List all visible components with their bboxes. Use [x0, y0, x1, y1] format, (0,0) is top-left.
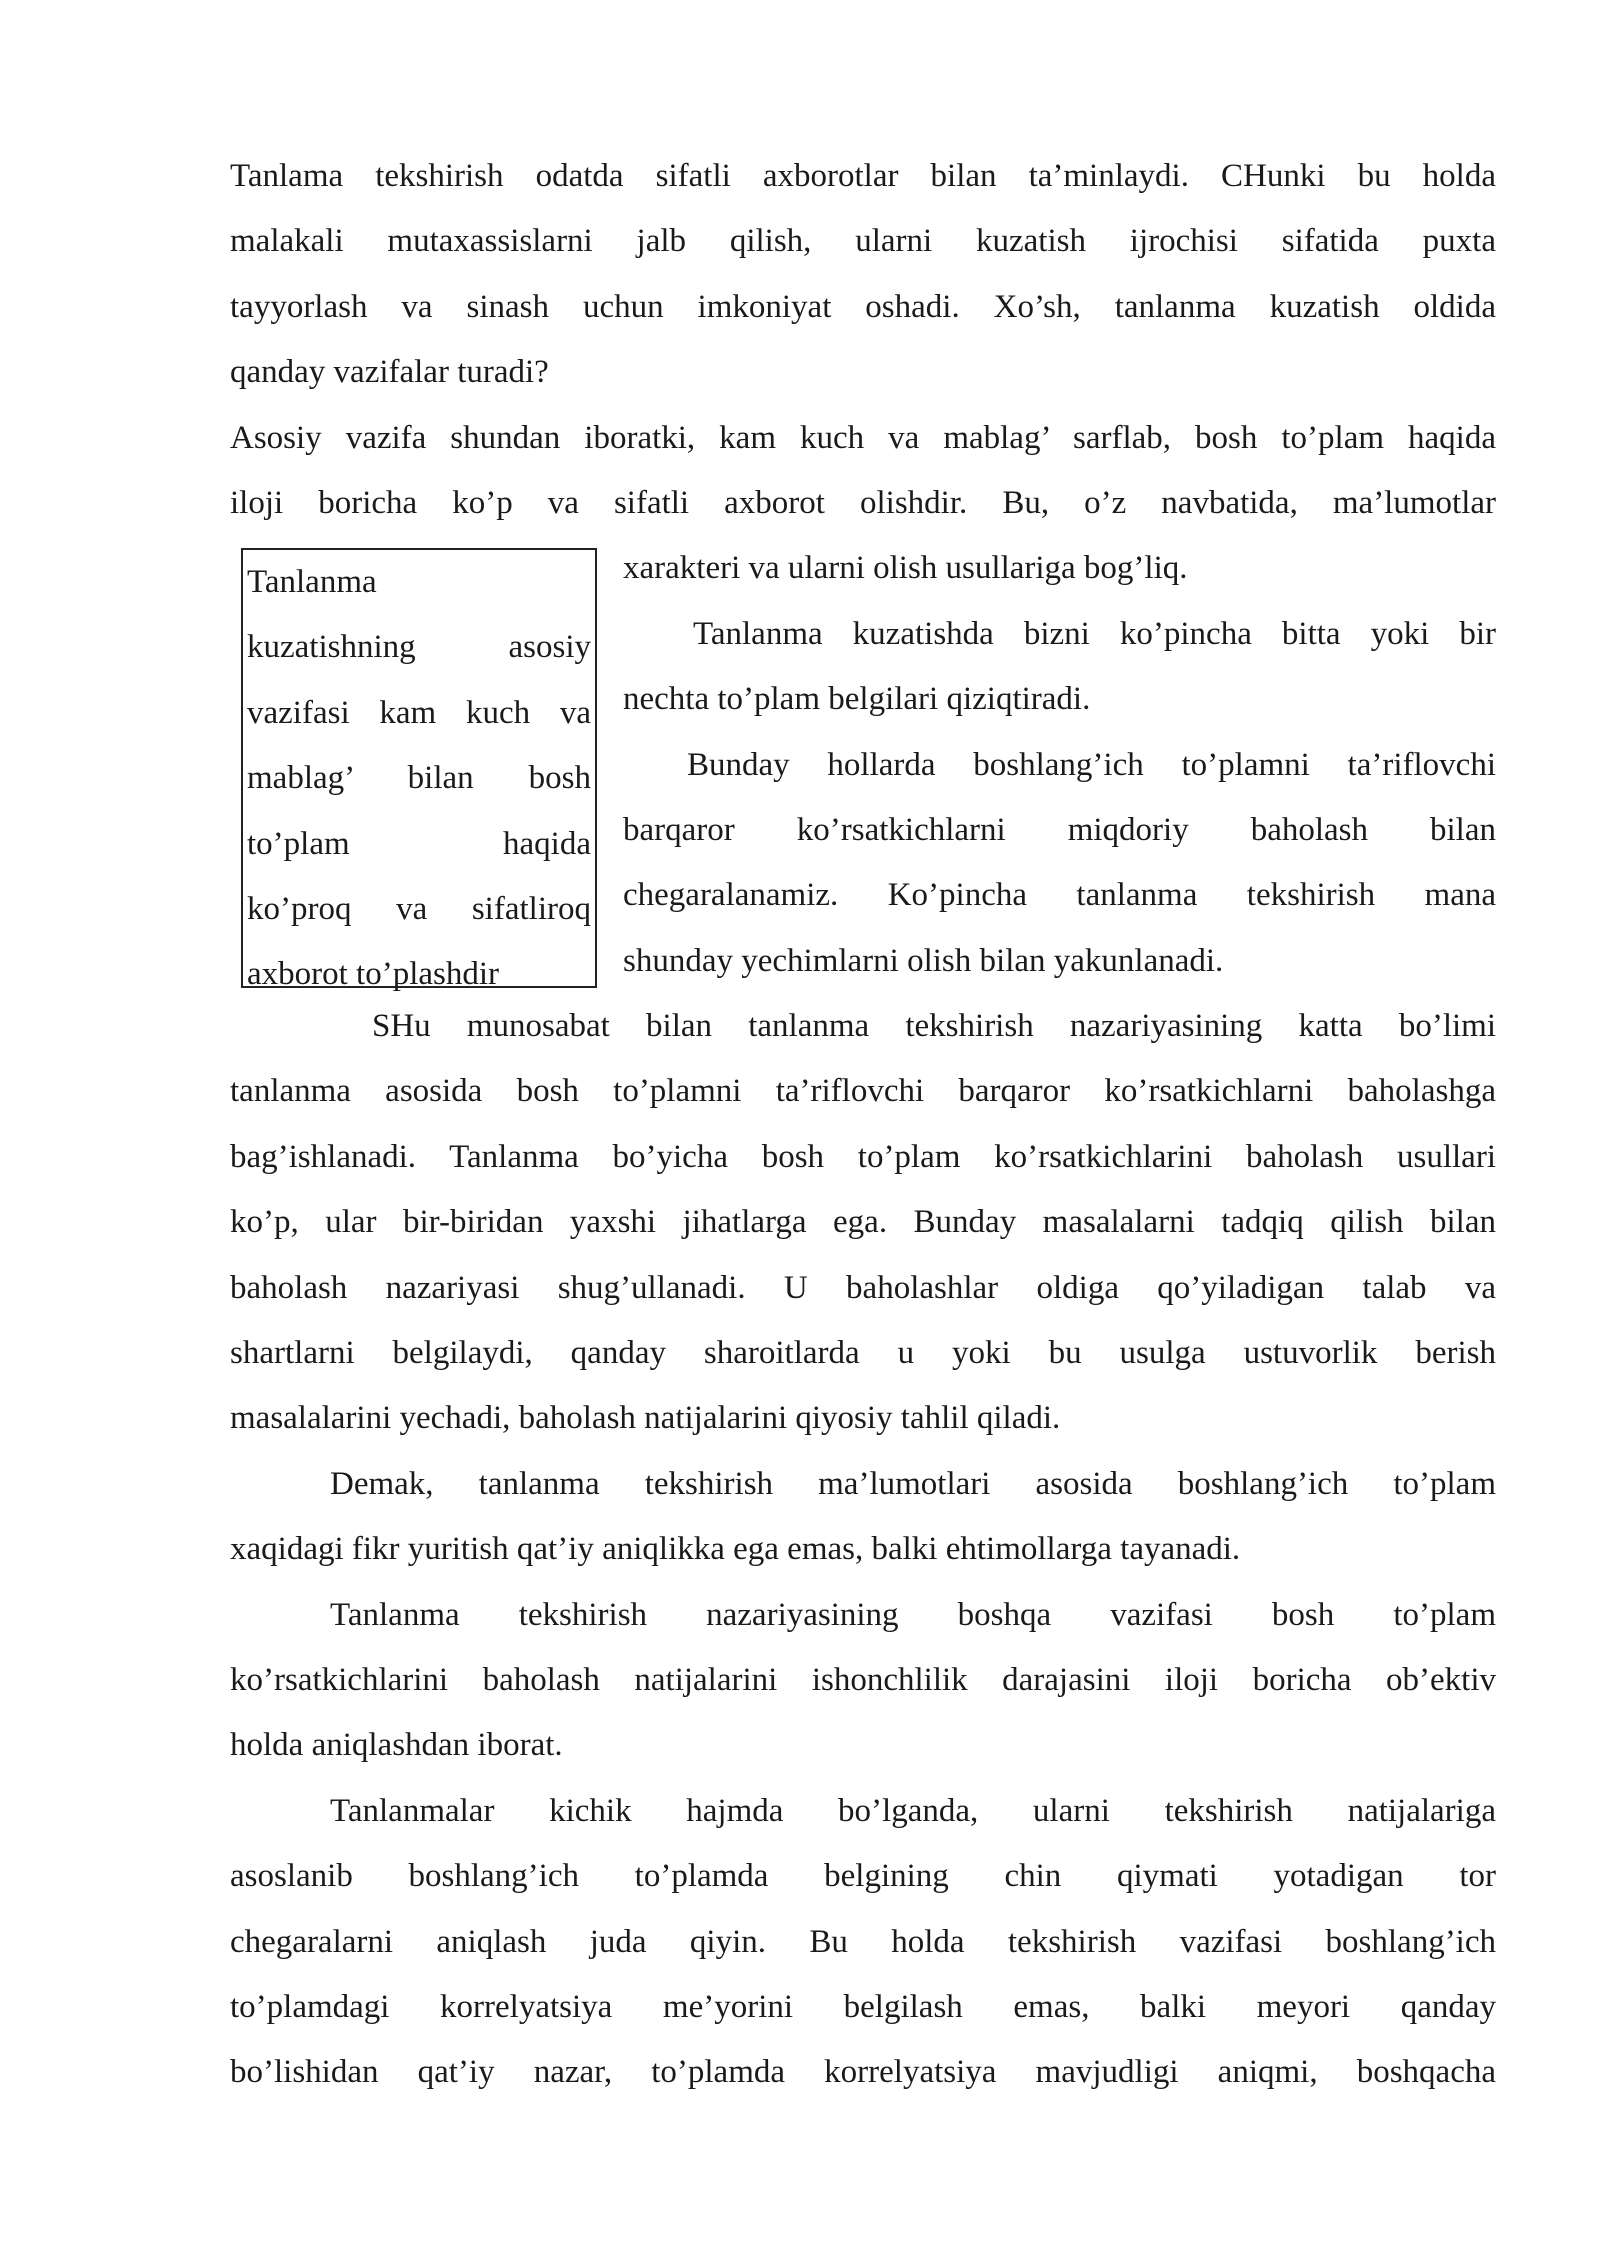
note-line: Tanlanma [247, 564, 377, 600]
note-line: to’plam haqida [247, 825, 591, 862]
text-line: Tanlama tekshirish odatda sifatli axborotlar bilan ta’minlaydi. CHunki bu holda [230, 158, 1496, 194]
text-line: Tanlanmalar kichik hajmda bo’lganda, ularni tekshirish natijalariga [330, 1792, 1496, 1829]
text-line: masalalarini yechadi, baholash natijalarini qiyosiy tahlil qiladi. [230, 1400, 1061, 1437]
text-line: malakali mutaxassislarni jalb qilish, ularni kuzatish ijrochisi sifatida puxta [230, 223, 1496, 260]
text-line: asoslanib boshlang’ich to’plamda belgining chin qiymati yotadigan tor [230, 1858, 1496, 1895]
text-line: iloji boricha ko’p va sifatli axborot olishdir. Bu, o’z navbatida, ma’lumotlar [230, 484, 1496, 521]
body-text [230, 144, 1496, 2106]
text-line: shartlarni belgilaydi, qanday sharoitlarda u yoki bu usulga ustuvorlik berish [230, 1335, 1496, 1372]
text-line: Tanlanma kuzatishda bizni ko’pincha bitta yoki bir [693, 615, 1496, 652]
text-line: baholash nazariyasi shug’ullanadi. U baholashlar oldiga qo’yiladigan talab va [230, 1269, 1496, 1306]
text-line: Tanlanma tekshirish nazariyasining boshqa vazifasi bosh to’plam [330, 1596, 1496, 1633]
note-line: axborot to’plashdir [247, 956, 500, 993]
text-line: chegaralarni aniqlash juda qiyin. Bu holda tekshirish vazifasi boshlang’ich [230, 1923, 1496, 1960]
text-line: ko’rsatkichlarini baholash natijalarini ishonchlilik darajasini iloji boricha ob’ektiv [230, 1661, 1496, 1698]
text-line: barqaror ko’rsatkichlarni miqdoriy baholash bilan [623, 811, 1496, 848]
text-line: Bunday hollarda boshlang’ich to’plamni ta’riflovchi [687, 746, 1496, 783]
note-line: kuzatishning asosiy [247, 629, 591, 666]
note-line: vazifasi kam kuch va [247, 694, 591, 731]
text-line: holda aniqlashdan iborat. [230, 1727, 563, 1764]
note-line: mablag’ bilan bosh [247, 760, 591, 797]
text-line: tayyorlash va sinash uchun imkoniyat oshadi. Xo’sh, tanlanma kuzatish oldida [230, 288, 1496, 325]
text-line: bo’lishidan qat’iy nazar, to’plamda korrelyatsiya mavjudligi aniqmi, boshqacha [230, 2054, 1496, 2091]
text-line: xaqidagi fikr yuritish qat’iy aniqlikka ega emas, balki ehtimollarga tayanadi. [230, 1531, 1241, 1568]
text-line: chegaralanamiz. Ko’pincha tanlanma tekshirish mana [623, 877, 1496, 914]
text-line: to’plamdagi korrelyatsiya me’yorini belgilash emas, balki meyori qanday [230, 1988, 1496, 2025]
text-line: tanlanma asosida bosh to’plamni ta’riflovchi barqaror ko’rsatkichlarni baholashga [230, 1073, 1496, 1110]
text-line: Asosiy vazifa shundan iboratki, kam kuch va mablag’ sarflab, bosh to’plam haqida [230, 419, 1496, 456]
text-line: xarakteri va ularni olish usullariga bog’liq. [623, 550, 1188, 587]
text-line: bag’ishlanadi. Tanlanma bo’yicha bosh to’plam ko’rsatkichlarini baholash usullari [230, 1138, 1496, 1175]
text-line: qanday vazifalar turadi? [230, 354, 549, 391]
text-line: nechta to’plam belgilari qiziqtiradi. [623, 681, 1091, 718]
text-line: shunday yechimlarni olish bilan yakunlanadi. [623, 942, 1224, 979]
text-line: ko’p, ular bir-biridan yaxshi jihatlarga ega. Bunday masalalarni tadqiq qilish bilan [230, 1204, 1496, 1241]
text-line: Demak, tanlanma tekshirish ma’lumotlari asosida boshlang’ich to’plam [330, 1465, 1496, 1502]
note-line: ko’proq va sifatliroq [247, 890, 591, 927]
text-line: SHu munosabat bilan tanlanma tekshirish nazariyasining katta bo’limi [372, 1008, 1496, 1045]
